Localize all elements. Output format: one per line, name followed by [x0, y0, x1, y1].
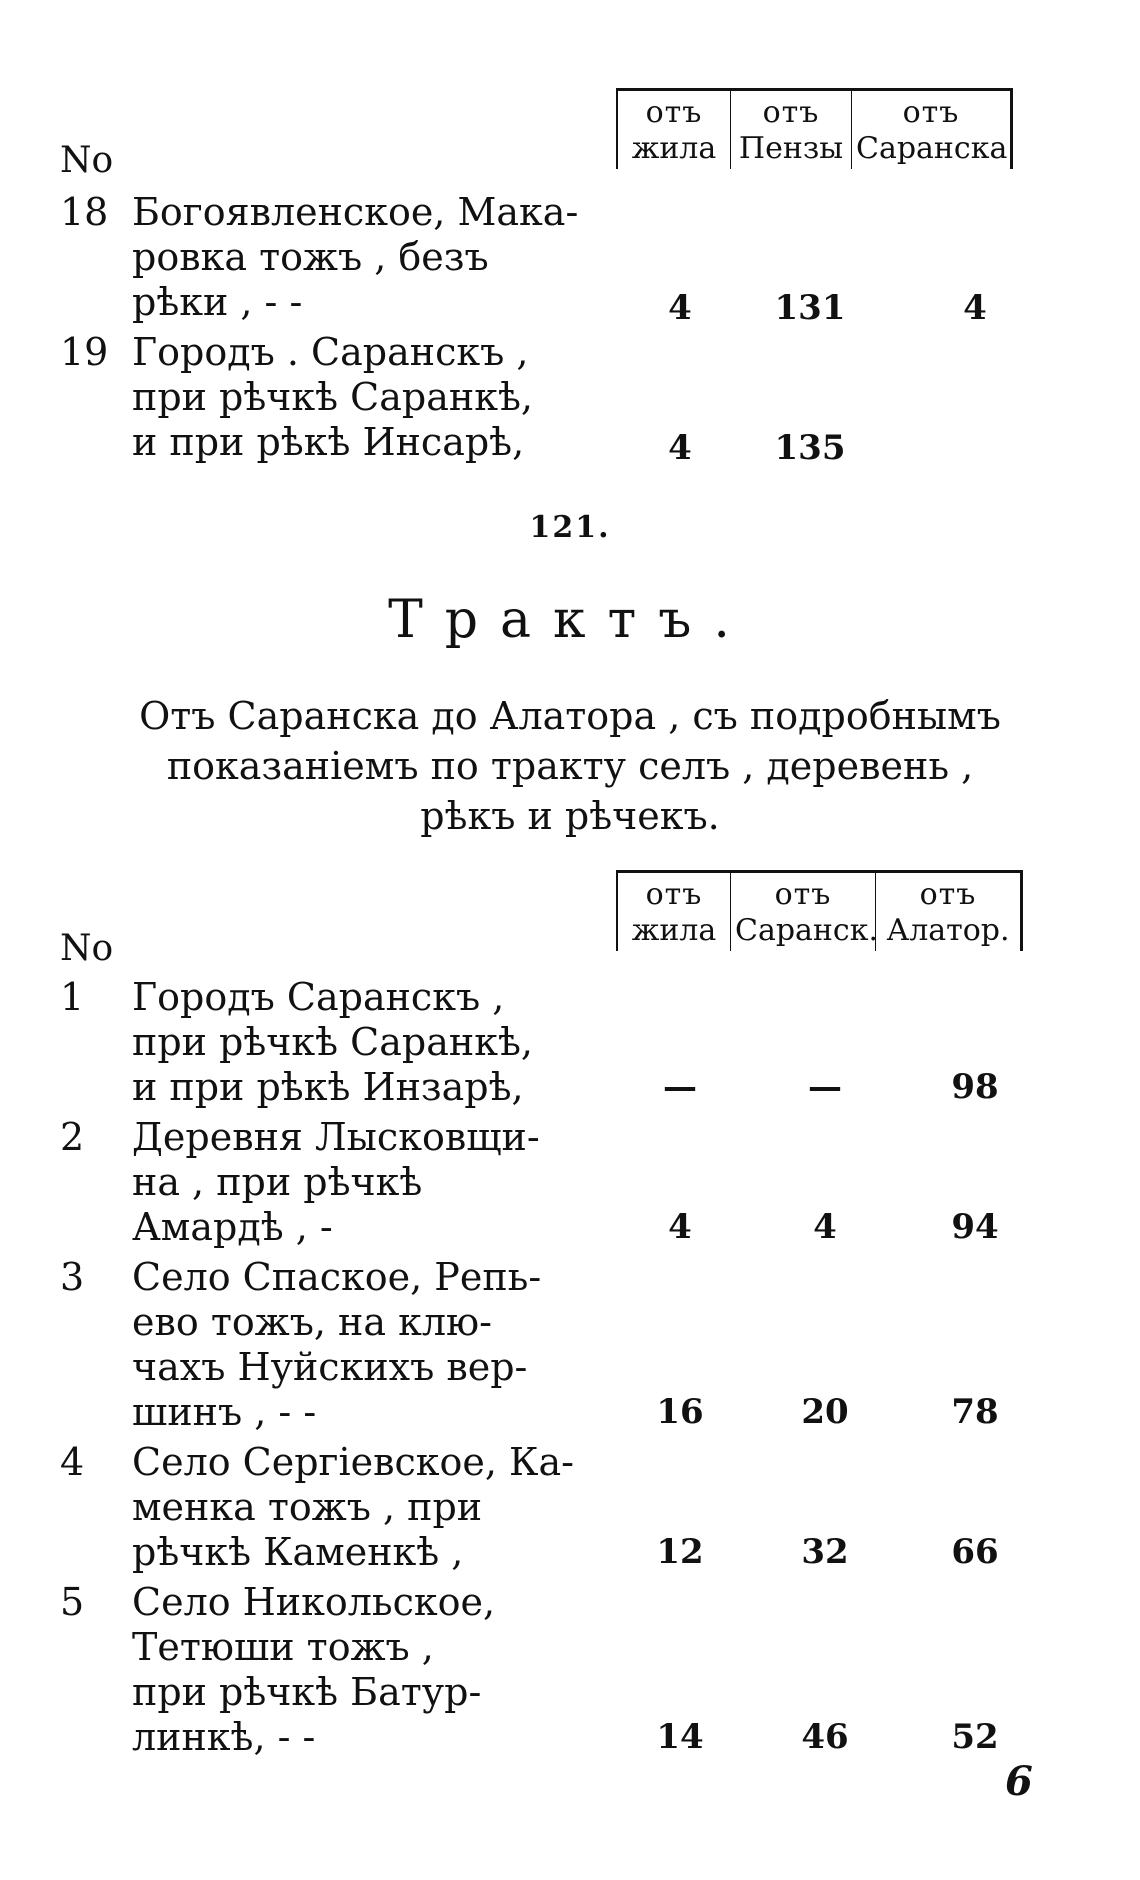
entry-line: линкѣ, - -	[132, 1715, 316, 1759]
value-from-saransk: 4	[813, 1207, 837, 1247]
entry-line: рѣчкѣ Каменкѣ ,	[132, 1530, 464, 1574]
entry-line: рѣки , - -	[132, 280, 303, 324]
header-bottom-text: Алатор.	[886, 913, 1010, 948]
entry-line: Деревня Лысковщи-	[132, 1115, 540, 1159]
value-from-dwelling: 4	[668, 1207, 692, 1247]
entry-name	[132, 330, 632, 465]
entry-line: менка тожъ , при	[132, 1485, 483, 1529]
entry-line: Село Сергіевское, Ка-	[132, 1440, 574, 1484]
entry-line: Городъ Саранскъ ,	[132, 975, 505, 1019]
entry-number: 1	[60, 975, 85, 1019]
header-top-text: отъ	[774, 877, 832, 912]
entry-number: 2	[60, 1115, 85, 1159]
header-cell	[618, 873, 731, 951]
section-subtitle-line: рѣкъ и рѣчекъ.	[420, 794, 720, 838]
value-from-alatyr: 94	[951, 1207, 999, 1247]
section-title: Трактъ.	[388, 590, 752, 650]
list-item	[60, 1580, 1080, 1765]
value-from-saransk: 46	[801, 1717, 849, 1757]
entry-name	[132, 1255, 632, 1435]
value-from-alatyr: 66	[951, 1532, 999, 1572]
list-item	[60, 975, 1080, 1115]
top-column-header	[616, 88, 1013, 169]
entry-line: Амардѣ , -	[132, 1205, 333, 1249]
header-bottom-text: Саранска	[856, 131, 1008, 166]
entry-line: и при рѣкѣ Инзарѣ,	[132, 1065, 524, 1109]
value-from-dwelling: 16	[656, 1392, 704, 1432]
list-item	[60, 1255, 1080, 1440]
header-bottom-text: жила	[631, 913, 717, 948]
header-top-text: отъ	[902, 95, 960, 130]
list-item	[60, 1115, 1080, 1255]
entry-number: 5	[60, 1580, 85, 1624]
value-from-dwelling: 4	[668, 428, 692, 468]
section-number: 121.	[529, 510, 611, 545]
value-from-dwelling: —	[663, 1067, 697, 1107]
section-subtitle-line: показаніемъ по тракту селъ , деревень ,	[166, 744, 974, 788]
entry-line: на , при рѣчкѣ	[132, 1160, 423, 1204]
header-bottom-text: жила	[631, 131, 717, 166]
entry-line: Село Никольское,	[132, 1580, 496, 1624]
entry-line: и при рѣкѣ Инсарѣ,	[132, 420, 525, 464]
value-from-saransk: 4	[963, 288, 987, 328]
value-from-saransk: —	[808, 1067, 842, 1107]
value-from-dwelling: 12	[656, 1532, 704, 1572]
section-subtitle-line: Отъ Саранска до Алатора , съ подробнымъ	[139, 694, 1001, 738]
entry-name	[132, 190, 632, 325]
entry-line: при рѣчкѣ Саранкѣ,	[132, 375, 533, 419]
value-from-alatyr: 98	[951, 1067, 999, 1107]
signature-mark: 6	[1005, 1758, 1033, 1805]
entry-name	[132, 1115, 632, 1250]
number-column-label: No	[60, 140, 114, 181]
entry-name	[132, 1440, 632, 1575]
entry-number: 4	[60, 1440, 85, 1484]
list-item	[60, 190, 1080, 330]
entry-line: Городъ . Саранскъ ,	[132, 330, 529, 374]
entry-line: при рѣчкѣ Саранкѣ,	[132, 1020, 533, 1064]
entry-line: при рѣчкѣ Батур-	[132, 1670, 482, 1714]
header-cell	[618, 91, 731, 169]
header-top-text: отъ	[645, 877, 703, 912]
entry-line: Село Спаское, Репь-	[132, 1255, 542, 1299]
header-bottom-text: Пензы	[738, 131, 844, 166]
entry-number: 3	[60, 1255, 85, 1299]
entry-name	[132, 1580, 632, 1760]
entry-number: 18	[60, 190, 109, 234]
value-from-penza: 131	[774, 288, 846, 328]
header-top-text: отъ	[919, 877, 977, 912]
bottom-column-header	[616, 870, 1023, 951]
entry-line: шинъ , - -	[132, 1390, 317, 1434]
list-item	[60, 1440, 1080, 1580]
value-from-alatyr: 52	[951, 1717, 999, 1757]
header-cell	[731, 873, 879, 951]
number-column-label: No	[60, 928, 114, 969]
value-from-alatyr: 78	[951, 1392, 999, 1432]
entry-name	[132, 975, 632, 1110]
list-item	[60, 330, 1080, 470]
value-from-saransk: 20	[801, 1392, 849, 1432]
entry-line: ево тожъ, на клю-	[132, 1300, 492, 1344]
header-bottom-text: Саранск.	[735, 913, 879, 948]
value-from-dwelling: 4	[668, 288, 692, 328]
header-top-text: отъ	[762, 95, 820, 130]
value-from-dwelling: 14	[656, 1717, 704, 1757]
entry-line: ровка тожъ , безъ	[132, 235, 489, 279]
header-cell	[731, 91, 852, 169]
entry-line: чахъ Нуйскихъ вер-	[132, 1345, 528, 1389]
header-top-text: отъ	[645, 95, 703, 130]
entry-number: 19	[60, 330, 109, 374]
entry-line: Тетюши тожъ ,	[132, 1625, 434, 1669]
header-cell	[876, 873, 1020, 951]
value-from-penza: 135	[774, 428, 846, 468]
header-cell	[852, 91, 1010, 169]
value-from-saransk: 32	[801, 1532, 849, 1572]
entry-line: Богоявленское, Мака-	[132, 190, 579, 234]
